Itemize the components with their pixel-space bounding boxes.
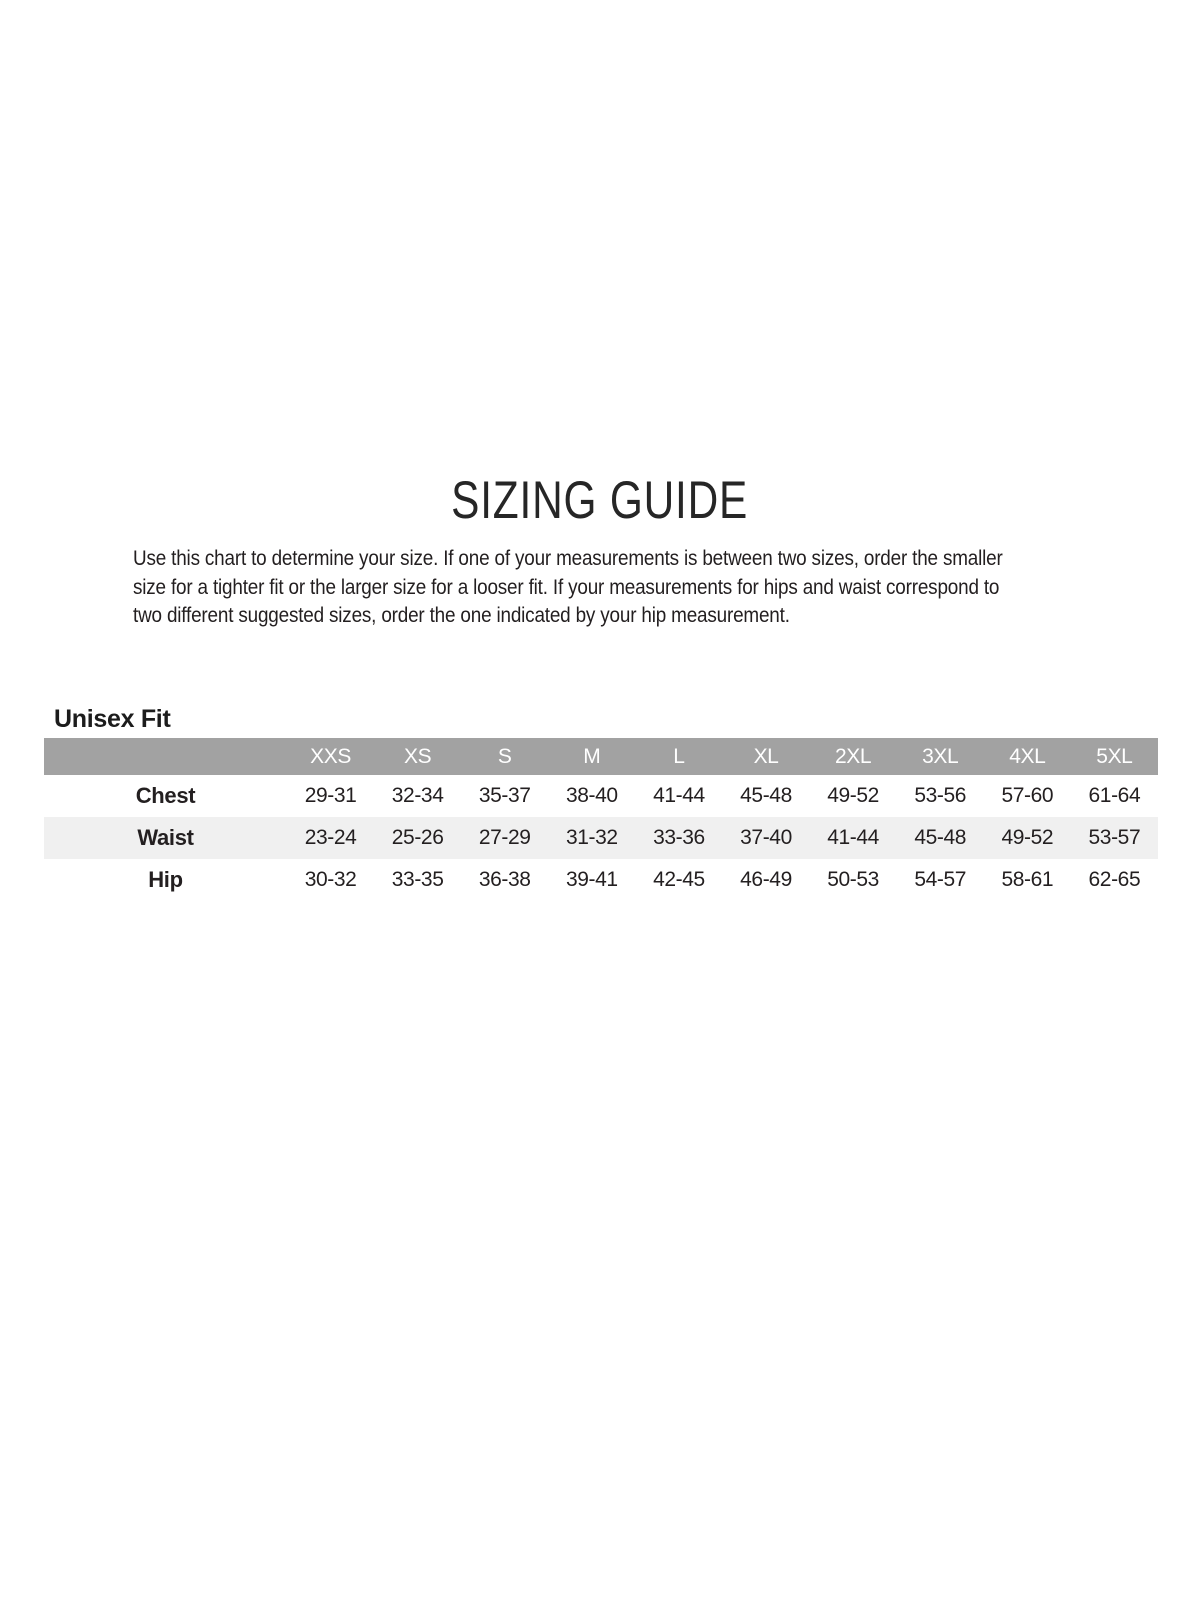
hip-value-xl: 46-49 <box>740 868 792 891</box>
table-row-hip <box>44 859 1158 901</box>
hip-value-2xl: 50-53 <box>827 868 879 891</box>
row-label-waist: Waist <box>137 825 194 850</box>
row-label-hip: Hip <box>148 867 183 892</box>
chest-value-m: 38-40 <box>565 784 618 807</box>
chest-value-3xl: 53-56 <box>914 784 967 807</box>
size-table <box>44 738 1158 901</box>
column-header-4xl: 4XL <box>1009 744 1046 768</box>
column-header-l: L <box>673 744 685 768</box>
hip-value-xs: 33-35 <box>391 868 444 891</box>
hip-value-4xl: 58-61 <box>1001 868 1054 891</box>
chest-value-2xl: 49-52 <box>827 784 879 807</box>
page-title-text: SIZING GUIDE <box>451 471 749 530</box>
waist-value-s: 27-29 <box>478 826 531 849</box>
column-header-xxs: XXS <box>310 744 351 768</box>
row-label-chest: Chest <box>135 783 196 808</box>
intro-line: Use this chart to determine your size. If one of your measurements is between two sizes, order the smaller <box>133 547 1003 570</box>
hip-value-3xl: 54-57 <box>914 868 967 891</box>
hip-value-m: 39-41 <box>565 868 618 891</box>
column-header-3xl: 3XL <box>922 744 959 768</box>
waist-value-4xl: 49-52 <box>1001 826 1054 849</box>
chest-value-xxs: 29-31 <box>304 784 357 807</box>
intro-paragraph <box>133 545 1073 631</box>
column-header-xl: XL <box>753 744 779 768</box>
waist-value-5xl: 53-57 <box>1088 826 1141 849</box>
waist-value-xl: 37-40 <box>740 826 792 849</box>
intro-line: two different suggested sizes, order the one indicated by your hip measurement. <box>133 604 790 627</box>
section-heading-unisex-fit: Unisex Fit <box>54 705 171 733</box>
chest-value-s: 35-37 <box>478 784 531 807</box>
table-row-waist <box>44 817 1158 859</box>
intro-line: size for a tighter fit or the larger size for a looser fit. If your measurements for hips and waist correspond to <box>133 575 1000 599</box>
column-header-5xl: 5XL <box>1096 744 1133 768</box>
waist-value-m: 31-32 <box>565 826 618 849</box>
column-header-s: S <box>497 744 512 768</box>
column-header-2xl: 2XL <box>835 744 872 768</box>
hip-value-5xl: 62-65 <box>1088 868 1141 891</box>
column-header-m: M <box>583 744 601 768</box>
table-row-chest <box>44 775 1158 817</box>
hip-value-xxs: 30-32 <box>304 868 357 891</box>
chest-value-xl: 45-48 <box>740 784 792 807</box>
hip-value-l: 42-45 <box>653 868 705 891</box>
waist-value-xs: 25-26 <box>391 826 444 849</box>
chest-value-5xl: 61-64 <box>1088 784 1141 807</box>
waist-value-l: 33-36 <box>653 826 705 849</box>
waist-value-2xl: 41-44 <box>827 826 879 849</box>
chest-value-l: 41-44 <box>653 784 705 807</box>
page-title <box>0 470 1200 531</box>
column-header-xs: XS <box>404 744 432 768</box>
chest-value-4xl: 57-60 <box>1001 784 1054 807</box>
chest-value-xs: 32-34 <box>391 784 444 807</box>
size-table-header-row <box>44 738 1158 775</box>
hip-value-s: 36-38 <box>478 868 531 891</box>
waist-value-xxs: 23-24 <box>304 826 357 849</box>
waist-value-3xl: 45-48 <box>914 826 967 849</box>
